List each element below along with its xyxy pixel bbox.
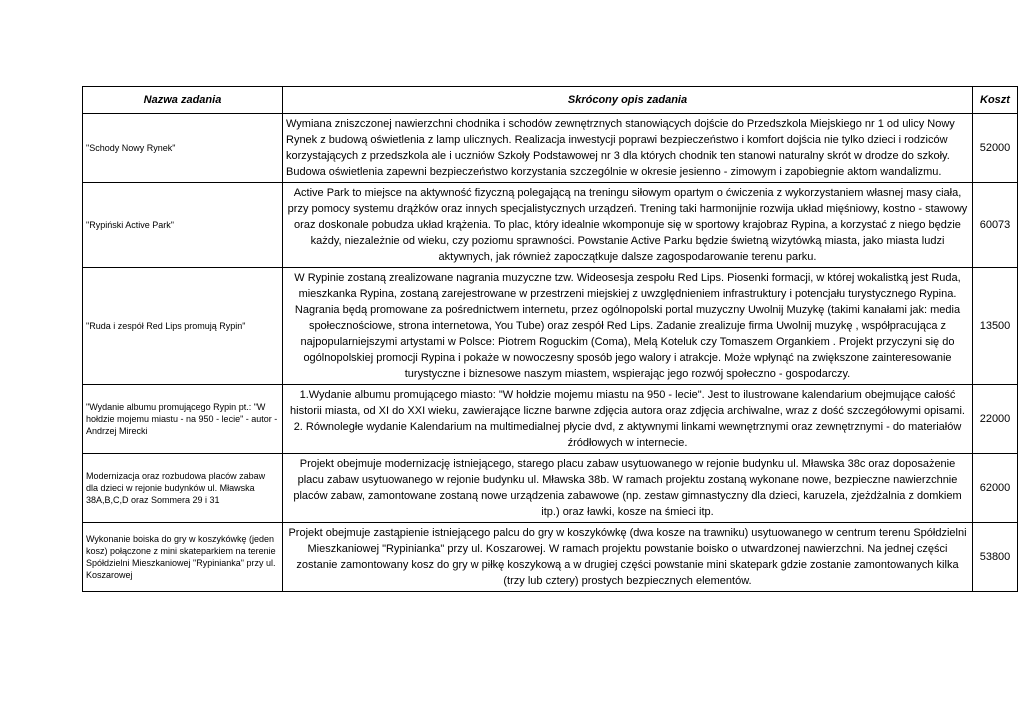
- table-header-row: [83, 87, 1018, 114]
- table-row: [83, 454, 1018, 523]
- task-description: Projekt obejmuje zastąpienie istniejącego palcu do gry w koszykówkę (dwa kosze na trawniku) usytuowanego w centrum terenu Spółdzielni Mieszkaniowej "Rypinianka" przy ul. Koszarowej. W ramach projektu powstanie boisko o utwardzonej nawierzchni. Na jednej części zostanie zamontowany kosz do gry w piłkę koszykową a w drugiej części powstanie mini skatepark gdzie zostanie zamontowanych kilka (trzy lub cztery) prostych bezpiecznych elementów.: [283, 523, 973, 592]
- task-name: Wykonanie boiska do gry w koszykówkę (jeden kosz) połączone z mini skateparkiem na terenie Spółdzielni Mieszkaniowej "Rypinianka" przy ul. Koszarowej: [83, 523, 283, 592]
- header-cost: Koszt: [973, 87, 1018, 114]
- table-row: [83, 183, 1018, 268]
- task-description: W Rypinie zostaną zrealizowane nagrania muzyczne tzw. Wideosesja zespołu Red Lips. Piosenki formacji, w której wokalistką jest Ruda, mieszkanka Rypina, zostaną zarejestrowane w przestrzeni miejskiej z uwzględnieniem infrastruktury i potencjału turystycznego Rypina. Nagrania będą promowane za pośrednictwem internetu, przez ogólnopolski portal muzyczny Uwolnij Muzykę (takimi kanałami jak: media społecznościowe, strona internetowa, You Tube) oraz zespół Red Lips. Zadanie zrealizuje firma Uwolnij muzykę , współpracująca z najpopularniejszymi artystami w Polsce: Piotrem Roguckim (Coma), Melą Koteluk czy Tomaszem Organkiem . Projekt przyczyni się do ogólnopolskiej promocji Rypina i pokaże w nowoczesny sposób jego walory i atrakcje. Może wpłynąć na zwiększone zainteresowanie turystyczne i biznesowe naszym miastem, wspierając jego rozwój społeczno - gospodarczy.: [283, 268, 973, 385]
- task-cost: 13500: [973, 268, 1018, 385]
- task-name: Modernizacja oraz rozbudowa placów zabaw dla dzieci w rejonie budynków ul. Mławska 38A,B,C,D oraz Sommera 29 i 31: [83, 454, 283, 523]
- task-name: "Rypiński Active Park": [83, 183, 283, 268]
- task-name: "Wydanie albumu promującego Rypin pt.: "W hołdzie mojemu miastu - na 950 - lecie" - autor - Andrzej Mirecki: [83, 385, 283, 454]
- task-cost: 22000: [973, 385, 1018, 454]
- task-description: Active Park to miejsce na aktywność fizyczną polegającą na treningu siłowym opartym o ćwiczenia z wykorzystaniem własnej masy ciała, przy pomocy systemu drążków oraz innych specjalistycznych urządzeń. Trening taki harmonijnie rozwija układ mięśniowy, kostno - stawowy oraz doskonale pobudza układ krążenia. To plac, który idealnie wkomponuje się w sportowy krajobraz Rypina, a korzystać z niego będzie każdy, niezależnie od wieku, czy poziomu sprawności. Powstanie Active Parku będzie świetną wizytówką miasta, jako miasta ludzi aktywnych, jak również zapoczątkuje dalsze zagospodarowanie terenu parku.: [283, 183, 973, 268]
- task-cost: 53800: [973, 523, 1018, 592]
- task-description: Projekt obejmuje modernizację istniejącego, starego placu zabaw usytuowanego w rejonie budynku ul. Mławska 38c oraz doposażenie placu zabaw usytuowanego w rejonie budynku ul. Mławska 38b. W ramach projektu zostaną wykonane nowe, bezpieczne nawierzchnie placów zabaw, zamontowane zostaną nowe urządzenia zabawowe (np. zestaw gimnastyczny dla dzieci, karuzela, zjeżdżalnia z domkiem itp.) oraz ławki, kosze na śmieci itp.: [283, 454, 973, 523]
- table-row: [83, 523, 1018, 592]
- table-row: [83, 114, 1018, 183]
- task-name: "Ruda i zespół Red Lips promują Rypin": [83, 268, 283, 385]
- task-description: 1.Wydanie albumu promującego miasto: "W hołdzie mojemu miastu na 950 - lecie". Jest to ilustrowane kalendarium obejmujące całość historii miasta, od XI do XXI wieku, zawierające liczne barwne zdjęcia autora oraz zdjęcia archiwalne, wraz z dość szczegółowymi opisami. 2. Równoległe wydanie Kalendarium na multimedialnej płycie dvd, z aktywnymi linkami wewnętrznymi oraz zewnętrznymi - do materiałów źródłowych w internecie.: [283, 385, 973, 454]
- header-task-description: Skrócony opis zadania: [283, 87, 973, 114]
- task-description: Wymiana zniszczonej nawierzchni chodnika i schodów zewnętrznych stanowiących dojście do Przedszkola Miejskiego nr 1 od ulicy Nowy Rynek z budową oświetlenia z lamp ulicznych. Realizacja inwestycji poprawi bezpieczeństwo i komfort dojścia nie tylko dzieci i rodziców korzystających z przedszkola ale i uczniów Szkoły Podstawowej nr 3 dla których chodnik ten stanowi naturalny skrót w drodze do szkoły. Budowa oświetlenia zapewni bezpieczeństwo korzystania szczególnie w okresie jesienno - zimowym i zapobiegnie aktom wandalizmu.: [283, 114, 973, 183]
- tasks-table: [82, 86, 1018, 592]
- task-cost: 52000: [973, 114, 1018, 183]
- table-row: [83, 268, 1018, 385]
- task-cost: 60073: [973, 183, 1018, 268]
- table-row: [83, 385, 1018, 454]
- task-cost: 62000: [973, 454, 1018, 523]
- header-task-name: Nazwa zadania: [83, 87, 283, 114]
- task-name: "Schody Nowy Rynek": [83, 114, 283, 183]
